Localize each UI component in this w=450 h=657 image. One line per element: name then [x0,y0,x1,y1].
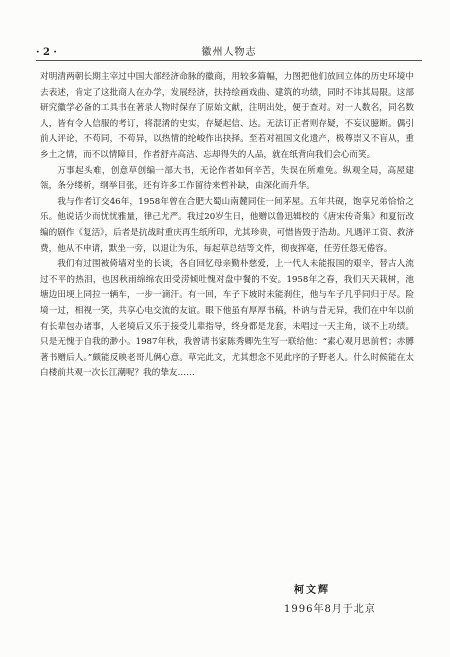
author-signature: 柯文辉 [294,585,330,596]
body-text [40,70,414,382]
paragraph: 对明清两朝长期主宰过中国大部经济命脉的徽商，用较多篇幅，力图把他们放回立体的历史环境中去表述，肯定了这批商人在办学，发展经济，扶持绘画戏曲、建筑的功绩，同时不讳其局限。这部研究徽学必备的工具书在著录人物时保存了原始文献，注明出处，便于查对。对一人数名，同名数人，皆有令人信服的考订，将混淆的史实，存疑起信、达。无法订正者则存疑，不妄议臆断。偶引前人评论，不苟同，不苟异，以热情的纶峻作出抉择。至若对祖国文化遗产，极尊崇又不盲从，重乡土之情，而不以情障目，作者舒卉高洁、忘却得失的人品，就在纸背向我们会心而笑。 [40,72,414,160]
paragraph: 万事起头难，创意草创编一部大书，无论作者如何辛苦，失误在所难免。纵观全局，高屋建瓴，条分缕析，纲举目张，还有许多工作留待来哲补缺，由深化而升华。 [40,165,414,192]
paragraph: 我们有过围被倚墙对坐的长谈，各自回忆母亲勤朴慈爱，上一代人未能报国的艰辛，替古人流过不平的热泪，也因秋雨绵绵农田受涝倾吐愧对盘中餐的不安。1958年之春，我们天天栽树，池塘边田埂上同拉一辆车，一步一滴汗。有一回，车子下坡时未能刹住，他与车子几乎同归于尽。险境一过，相视一笑，共享心电交流的友谊。眼下他虽有厚厚书稿，朴讷与昔无异，我们在中年以前有长辈包办诸事，人老境后又乐于接受儿辈指导，终身都是龙套，未唱过一天主角，谈不上功绩。只是无愧于自我的渺小。1987年秋，我曾请书家陈秀卿先生写一联给他：“素心观月思前哲；赤膊著书赠后人。”颇能反映老哥儿俩心意。草完此文，尤其想念不见此序的子野老人。什么时候能在太白楼前共观一次长江潮呢？我的挚友…… [40,259,414,379]
page-number: · 2 · [36,47,57,58]
header-rule [36,60,422,61]
paragraph: 我与作者订交46年，1958年曾在合肥大蜀山南麓同住一间茅屋。五年共砚，饱享兄弟恰恰之乐。他说话少而忧忧雅量，律己尤严。我过20岁生日，他赠以鲁迅辑校的《唐宋传奇集》和夏衍改编的剧作《复活》，后者是抗战时重庆再生纸所印，尤其珍贵，可惜皆毁于浩劫。凡遇评工资、救济费，他从不申请，默坐一旁，以退让为乐，每起草总结等文件，彻夜挥毫，任劳任怨无倦容。 [40,196,414,254]
signature-date: 1996年8月于北京 [284,604,376,615]
running-title: 徽州人物志 [201,47,257,58]
running-head [36,42,422,58]
